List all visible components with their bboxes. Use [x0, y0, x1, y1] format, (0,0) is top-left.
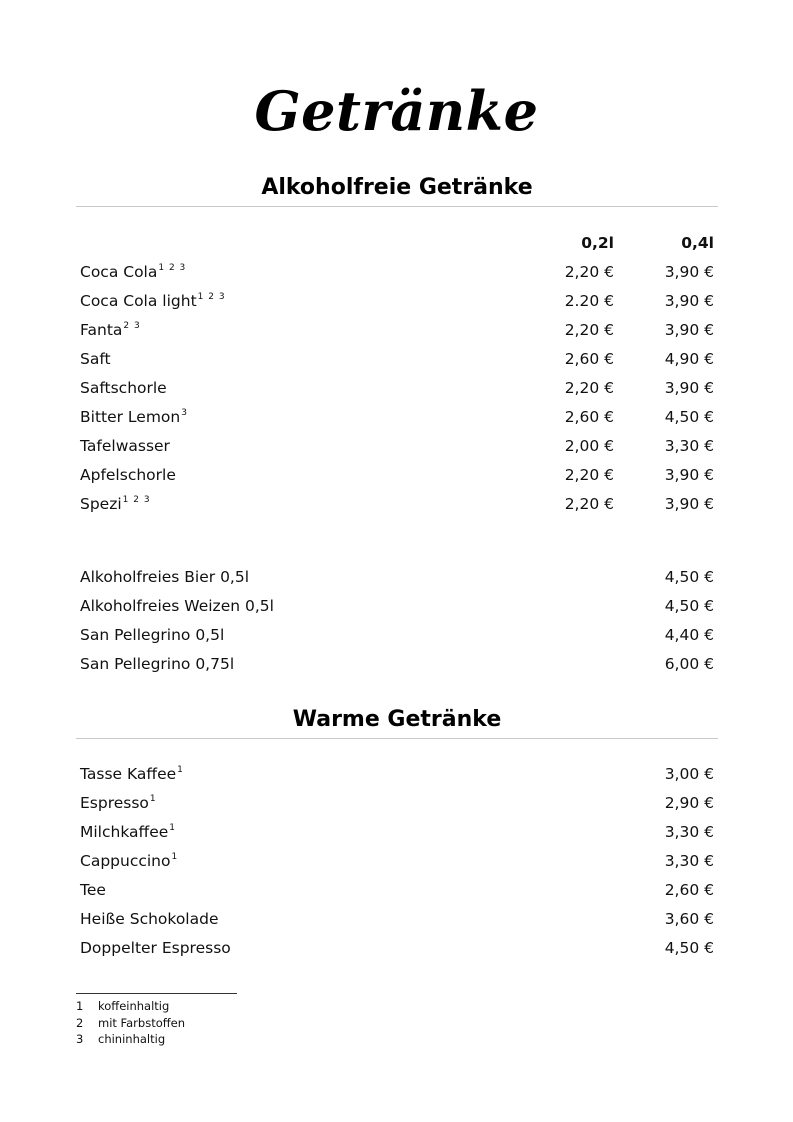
- menu-item: [80, 260, 714, 284]
- allergen-marker: 1: [177, 765, 184, 775]
- item-name: Alkoholfreies Weizen 0,5l: [80, 597, 274, 615]
- section-divider: [76, 738, 718, 739]
- item-price-small: 2,20 €: [564, 263, 614, 281]
- allergen-marker: 1: [149, 794, 157, 804]
- menu-item: [80, 376, 714, 400]
- item-name: Coca Cola$^{1 2 3}$: [80, 263, 187, 281]
- allergen-marker: 1 2 3: [197, 292, 226, 302]
- menu-item: [80, 565, 714, 589]
- item-name: San Pellegrino 0,5l: [80, 626, 225, 644]
- item-name: Espresso$^1$: [80, 794, 157, 812]
- item-price-large: 3,30 €: [664, 437, 714, 455]
- allergen-marker: 2 3: [123, 321, 141, 331]
- footnote-text: chininhaltig: [98, 1032, 166, 1046]
- item-price-large: 4,50 €: [664, 408, 714, 426]
- item-price: 2,60 €: [664, 881, 714, 899]
- footnote-divider: [76, 993, 237, 994]
- item-name: Tafelwasser: [80, 437, 170, 455]
- menu-item: [80, 434, 714, 458]
- size-header-row: [80, 231, 714, 255]
- footnote-text: koffeinhaltig: [98, 999, 170, 1013]
- item-name: Tee: [80, 881, 106, 899]
- menu-item: [80, 318, 714, 342]
- menu-item: [80, 492, 714, 516]
- menu-item: [80, 463, 714, 487]
- menu-item: [80, 347, 714, 371]
- footnote-text: mit Farbstoffen: [98, 1016, 186, 1030]
- menu-item: [80, 820, 714, 844]
- allergen-marker: 1: [169, 823, 177, 833]
- item-name: Alkoholfreies Bier 0,5l: [80, 568, 250, 586]
- footnote-number: 1: [76, 999, 84, 1013]
- item-price-large: 3,90 €: [664, 466, 714, 484]
- item-name: Saft: [80, 350, 111, 368]
- section-heading-alkoholfrei: Alkoholfreie Getränke: [261, 175, 533, 200]
- item-price-large: 3,90 €: [664, 321, 714, 339]
- section-divider: [76, 206, 718, 207]
- item-price-small: 2,20 €: [564, 466, 614, 484]
- item-name: Saftschorle: [80, 379, 167, 397]
- item-name: Spezi$^{1 2 3}$: [80, 495, 151, 513]
- item-price: 3,30 €: [664, 852, 714, 870]
- item-price-small: 2,60 €: [564, 350, 614, 368]
- item-name: Cappuccino$^1$: [80, 852, 179, 870]
- item-price: 4,50 €: [664, 939, 714, 957]
- allergen-marker: 1 2 3: [122, 495, 151, 505]
- item-price-small: 2,20 €: [564, 495, 614, 513]
- size-header-large: 0,4l: [681, 234, 714, 252]
- item-price: 4,40 €: [664, 626, 714, 644]
- item-price-large: 3,90 €: [664, 263, 714, 281]
- item-name: San Pellegrino 0,75l: [80, 655, 235, 673]
- footnote-number: 2: [76, 1016, 84, 1030]
- menu-item: [80, 878, 714, 902]
- allergen-marker: 3: [181, 408, 188, 418]
- menu-item: [80, 849, 714, 873]
- section-heading-warm: Warme Getränke: [292, 707, 502, 732]
- item-price: 4,50 €: [664, 568, 714, 586]
- menu-item: [80, 623, 714, 647]
- item-price: 3,00 €: [664, 765, 714, 783]
- item-name: Apfelschorle: [80, 466, 176, 484]
- item-name: Milchkaffee$^1$: [80, 823, 177, 841]
- item-name: Coca Cola light$^{1 2 3}$: [80, 292, 226, 310]
- item-name: Doppelter Espresso: [80, 939, 231, 957]
- menu-item: [80, 405, 714, 429]
- item-name: Fanta$^{2 3}$: [80, 321, 141, 339]
- item-price: 3,60 €: [664, 910, 714, 928]
- item-price-small: 2,00 €: [564, 437, 614, 455]
- menu-item: [80, 907, 714, 931]
- menu-item: [80, 762, 714, 786]
- item-price: 3,30 €: [664, 823, 714, 841]
- item-name: Bitter Lemon$^3$: [80, 408, 188, 426]
- item-price-large: 3,90 €: [664, 379, 714, 397]
- item-price: 4,50 €: [664, 597, 714, 615]
- item-price-small: 2,20 €: [564, 321, 614, 339]
- item-price: 6,00 €: [664, 655, 714, 673]
- item-name: Tasse Kaffee$^1$: [80, 765, 184, 783]
- item-price: 2,90 €: [664, 794, 714, 812]
- item-price-large: 3,90 €: [664, 495, 714, 513]
- menu-item: [80, 289, 714, 313]
- page-title: Getränke: [254, 79, 539, 143]
- item-name: Heiße Schokolade: [80, 910, 219, 928]
- menu-item: [80, 791, 714, 815]
- menu-item: [80, 652, 714, 676]
- size-header-small: 0,2l: [581, 234, 614, 252]
- item-price-large: 4,90 €: [664, 350, 714, 368]
- item-price-large: 3,90 €: [664, 292, 714, 310]
- allergen-marker: 1: [171, 852, 179, 862]
- item-price-small: 2.20 €: [564, 292, 614, 310]
- item-price-small: 2,20 €: [564, 379, 614, 397]
- allergen-marker: 1 2 3: [158, 263, 187, 273]
- item-price-small: 2,60 €: [564, 408, 614, 426]
- menu-item: [80, 594, 714, 618]
- menu-item: [80, 936, 714, 960]
- footnote-number: 3: [76, 1032, 84, 1046]
